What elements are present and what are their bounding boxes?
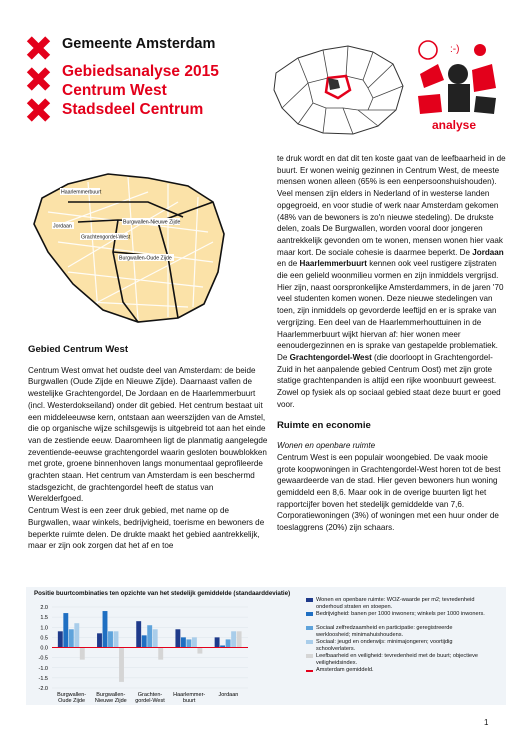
bar [108,631,113,647]
map-label-burgwallen-nieuwe-zijde: Burgwallen-Nieuwe Zijde [123,219,181,226]
left-column [28,344,268,552]
legend-label: Amsterdam gemiddeld. [316,667,374,673]
map-label-jordaan: Jordaan [53,223,72,230]
y-tick-label: 0.0 [40,645,48,652]
map-label-burgwallen-oude-zijde: Burgwallen-Oude Zijde [119,255,172,262]
legend-entry [316,667,486,674]
city-cross-icon [27,68,49,90]
x-tick-label: Burgwallen- [57,692,87,698]
area-title: Centrum West [62,82,167,99]
paragraph: Centrum West is een zeer druk gebied, met name op de Burgwallen, waar winkels, bedrijvigheid, toerisme en bewoners de beperkte ruimte delen. De drukte maakt het gebied aantrekkelijk, maar er zijn ook zorgen dat het af en toe [28,506,265,551]
legend-entry [316,625,486,638]
y-tick-label: -2.0 [38,686,48,692]
text-run: (die doorloopt in Grachtengordel-Zuid in het aanpalende gebied Centrum Oost) met zijn grote statige grachtenpanden is altijd een rijke woonbuurt geweest. Zowel op fysiek als op sociaal gebied staat deze buurt er goed voor. [277,352,501,409]
bar [226,639,231,647]
city-cross-icon [27,99,49,121]
map-label-grachtengordel-west: Grachtengordel-West [81,234,131,241]
bar [175,629,180,647]
y-tick-label: -1.5 [38,675,48,682]
bar [186,639,191,647]
subheading-wonen: Wonen en openbare ruimte [277,441,376,451]
organization-name: Gemeente Amsterdam [62,36,216,52]
legend-swatch [306,626,313,630]
highlight-grachtengordel-west: Grachtengordel-West [289,352,372,362]
paragraph [277,153,506,410]
district-title: Stadsdeel Centrum [62,101,204,118]
y-tick-label: -0.5 [38,655,48,662]
legend-swatch [306,598,313,602]
bar [69,629,74,647]
legend-entry [316,639,486,652]
y-tick-label: -1.0 [38,665,48,672]
x-tick-label: Haarlemmer- [173,692,206,698]
x-tick-label: buurt [182,698,196,704]
bar [119,648,124,682]
legend-label: Sociaal zelfredzaamheid en participatie: geregistreerde werkloosheid; minimahuishoudens. [316,625,453,638]
bar [63,613,68,647]
bar [147,625,152,647]
paragraph: Centrum West is een populair woongebied. De vaak mooie grote koopwoningen in Grachtengordel-West horen tot de best gewaardeerde van de stad. Hier geven bewoners hun woning gemiddeld een 8,6. Maar ook in de overige buurten ligt het rapportcijfer boven het stedelijk gemiddelde van 7,6. Corporatiewoningen (3%) of woningen met een huur onder de toeslaggrens (20%) zijn schaars. [277,452,501,533]
analyse-logo-text: analyse [432,118,477,132]
legend-label: Bedrijvigheid: banen per 1000 inwoners; winkels per 1000 inwoners. [316,611,485,617]
section-heading-ruimte: Ruimte en economie [277,420,371,432]
bar [153,629,158,647]
y-tick-label: 2.0 [40,605,48,611]
bar [136,621,141,647]
bar [74,623,79,647]
x-tick-label: Jordaan [218,692,239,698]
y-tick-label: 1.0 [40,625,48,632]
legend-label: Wonen en openbare ruimte: WOZ-waarde per m2; tevredenheid onderhoud straten en stoepen. [316,597,475,610]
x-tick-label: Nieuwe Zijde [94,698,127,704]
bar [181,637,186,647]
legend-entry [316,653,486,666]
bar [158,648,163,660]
text-run: kennen ook veel rustigere zijstraten die een gelield woonmilieu vormen en zijn inmiddels vergrijsd. Hier zijn, naast oorspronkelijke Amsterdammers, in de jaren '70 veel studenten komen wonen. Deze nieuwe stedelingen van toen, zijn inmiddels op gevorderde leeftijd en er is sprake van vergrijzing. Een deel van de Haarlemmerhouttuinen in de Haarlemmerbuurt wijkt hiervan af: hier wonen meer eenoudergezinnen en is sprake van gestapelde problematiek. De [277,259,504,362]
paragraph: Centrum West omvat het oudste deel van Amsterdam: de beide Burgwallen (Oude Zijde en Nieuwe Zijde). Daarnaast vallen de westelijke Grachtengordel, De Jordaan en de Haarlemmerbuurt (incl. Westerdokseiland) onder dit gebied. Het centrum bestaat uit een middeleeuwse kern, ontstaan aan weerszijden van de Amstel, die op organische wijze schilsgewijs is uitgebreid tot aan het einde van de zestiende eeuw. Daaromheen ligt de planmatig aangelegde zeventiende-eeuwse grachtengordel waarin gesloten bouwblokken met grote, groene binnenhoven langs monumentaal geprofileerde grachten staan. Het centrum van Amsterdam is een beschermd stadsgezicht, de grachtengordel heeft de status van Werelderfgoed. [28,365,268,504]
x-tick-label: Oude Zijde [58,698,86,704]
bar [237,631,242,647]
highlight-haarlemmerbuurt: Haarlemmerbuurt [299,259,367,269]
legend-swatch [306,612,313,616]
legend-swatch [306,654,313,658]
y-tick-label: 1.5 [40,615,48,622]
bar [142,635,147,647]
legend-swatch [306,640,313,644]
right-column [277,153,506,534]
bar [231,631,236,647]
bar [97,633,102,647]
bar [197,648,202,654]
text-run: en de [277,259,300,269]
legend-swatch [306,670,313,672]
bar [215,637,220,647]
x-tick-label: gordel-West [135,698,165,704]
svg-text::-): :-) [450,44,460,55]
district-map [28,172,262,324]
locator-map [268,38,408,138]
highlight-jordaan: Jordaan [472,247,504,257]
legend-label: Leefbaarheid en veiligheid: tevredenheid met de buurt; objectieve veiligheidsindex. [316,653,479,666]
bar-chart [26,598,256,706]
city-cross-icon [27,37,49,59]
legend-entry [316,597,486,610]
report-title: Gebiedsanalyse 2015 [62,63,219,80]
bar [114,631,119,647]
bar [80,648,85,660]
legend-label: Sociaal: jeugd en onderwijs: minimajongeren; voortijdig schoolverlaters. [316,639,453,652]
bar [192,637,197,647]
bar [103,611,108,647]
page-number: 1 [484,718,489,727]
analyse-logo [410,34,502,136]
section-heading-gebied: Gebied Centrum West [28,344,129,355]
y-tick-label: 0.5 [40,635,48,642]
bar [58,631,63,647]
text-run: te druk wordt en dat dit ten koste gaat van de leefbaarheid in de buurt. Er wonen weinig gezinnen in Centrum West, de meeste mensen wonen alleen (65% is een eenpersoonshuishouden). Veel mensen zijn elders in Nederland of in westerse landen opgegroeid, en voor studie of werk naar Amsterdam gekomen (48% van de bewoners is zo'n nieuwe stedeling). De drukste delen, zoals De Burgwallen, worden vooral door jongeren aantrekkelijk gevonden om te wonen, mensen wonen hier vaak maar kort. De sociale cohesie is daarmee beperkt. De [277,154,506,257]
map-label-haarlemmerbuurt: Haarlemmerbuurt [61,189,102,196]
x-tick-label: Burgwallen- [96,692,126,698]
x-tick-label: Grachten- [137,692,163,698]
legend-entry [316,611,486,618]
chart-title: Positie buurtcombinaties ten opzichte van het stedelijk gemiddelde (standaarddeviatie) [34,590,291,597]
